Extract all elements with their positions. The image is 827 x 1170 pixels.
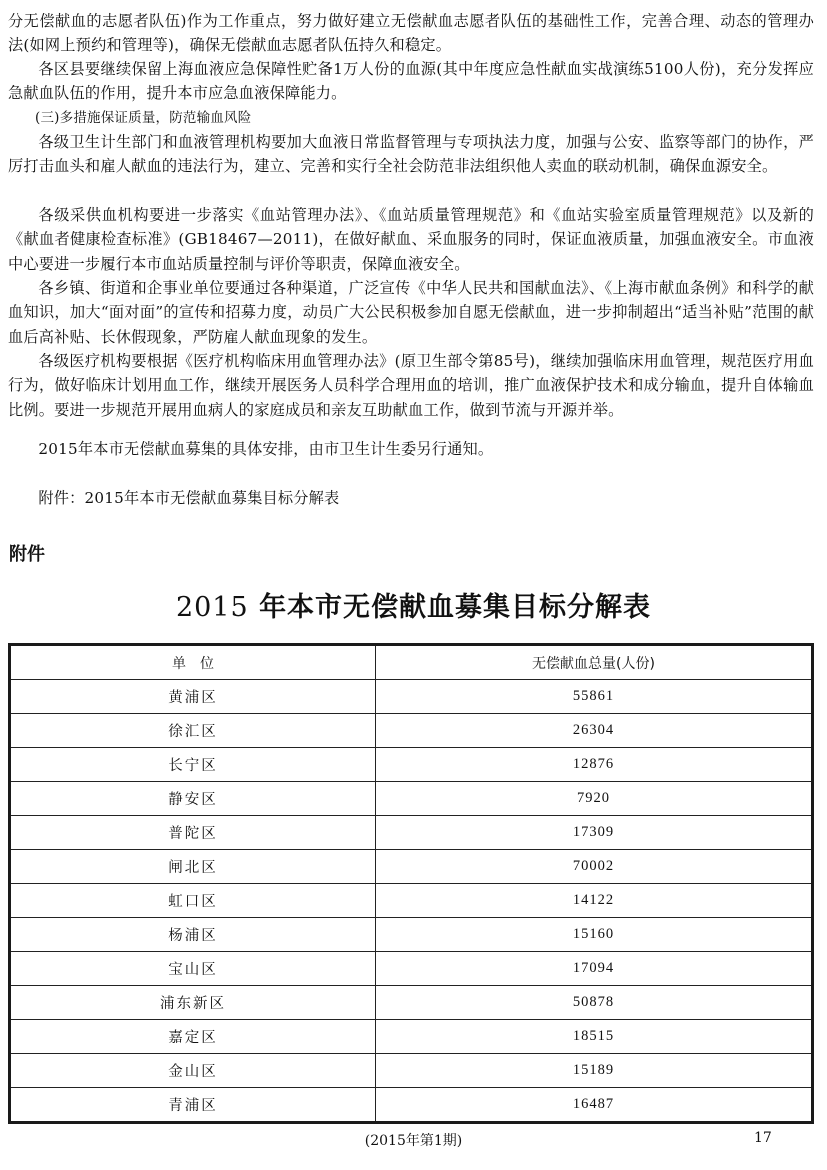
- cell-total: 17094: [376, 952, 813, 986]
- cell-total: 70002: [376, 850, 813, 884]
- table-title: [0, 585, 827, 624]
- cell-total: 55861: [376, 680, 813, 714]
- table-row: [10, 952, 813, 986]
- cell-unit: 青浦区: [10, 1088, 376, 1123]
- table-row: [10, 918, 813, 952]
- cell-unit: 宝山区: [10, 952, 376, 986]
- table-row: [10, 986, 813, 1020]
- cell-unit: 虹口区: [10, 884, 376, 918]
- table-title-year: 2015: [175, 592, 249, 623]
- table-row: [10, 1054, 813, 1088]
- cell-total: 16487: [376, 1088, 813, 1123]
- paragraph-emergency-reserve: 各区县要继续保留上海血液应急保障性贮备1万人份的血源(其中年度应急性献血实战演练5100人份)，充分发挥应急献血队伍的作用，提升本市应急血液保障能力。: [8, 60, 814, 103]
- quota-table: [8, 643, 814, 1124]
- table-row: [10, 748, 813, 782]
- table-title-text: 年本市无偿献血募集目标分解表: [259, 592, 652, 623]
- paragraph-volunteer-team: 分无偿献血的志愿者队伍)作为工作重点，努力做好建立无偿献血志愿者队伍的基础性工作，完善合理、动态的管理办法(如网上预约和管理等)，确保无偿献血志愿者队伍持久和稳定。: [8, 12, 814, 55]
- cell-unit: 闸北区: [10, 850, 376, 884]
- table-row: [10, 850, 813, 884]
- table-row: [10, 1088, 813, 1123]
- cell-unit: 嘉定区: [10, 1020, 376, 1054]
- table-row: [10, 680, 813, 714]
- table-row: [10, 1020, 813, 1054]
- cell-unit: 静安区: [10, 782, 376, 816]
- cell-unit: 普陀区: [10, 816, 376, 850]
- cell-unit: 杨浦区: [10, 918, 376, 952]
- issue-label: (2015年第1期): [364, 1133, 463, 1149]
- cell-total: 17309: [376, 816, 813, 850]
- cell-total: 12876: [376, 748, 813, 782]
- cell-total: 26304: [376, 714, 813, 748]
- paragraph-publicity: 各乡镇、街道和企事业单位要通过各种渠道，广泛宣传《中华人民共和国献血法》、《上海市献血条例》和科学的献血知识，加大“面对面”的宣传和招募力度，动员广大公民积极参加自愿无偿献血，进一步抑制超出“适当补贴”范围的献血后高补贴、长休假现象，严防雇人献血现象的发生。: [8, 279, 814, 346]
- paragraph-blood-stations: 各级采供血机构要进一步落实《血站管理办法》、《血站质量管理规范》和《血站实验室质量管理规范》以及新的《献血者健康检查标准》(GB18467—2011)，在做好献血、采血服务的同时，保证血液质量，加强血液安全。市血液中心要进一步履行本市血站质量控制与评价等职责，保障血液安全。: [8, 206, 814, 273]
- cell-unit: 长宁区: [10, 748, 376, 782]
- cell-unit: 浦东新区: [10, 986, 376, 1020]
- paragraph-medical-institutions: 各级医疗机构要根据《医疗机构临床用血管理办法》(原卫生部令第85号)，继续加强临床用血管理，规范医疗用血行为，做好临床计划用血工作，继续开展医务人员科学合理用血的培训，推广血液保护技术和成分输血，提升自体输血比例。要进一步规范开展用血病人的家庭成员和亲友互助献血工作，做到节流与开源并举。: [8, 352, 814, 419]
- paragraph-supervision: 各级卫生计生部门和血液管理机构要加大血液日常监督管理与专项执法力度，加强与公安、监察等部门的协作，严厉打击血头和雇人献血的违法行为，建立、完善和实行全社会防范非法组织他人卖血的联动机制，确保血源安全。: [8, 133, 814, 176]
- page-number: 17: [754, 1130, 772, 1146]
- table-row: [10, 714, 813, 748]
- table-row: [10, 816, 813, 850]
- table-row: [10, 782, 813, 816]
- section-heading-quality: (三)多措施保证质量，防范输血风险: [35, 110, 252, 126]
- cell-total: 50878: [376, 986, 813, 1020]
- cell-unit: 金山区: [10, 1054, 376, 1088]
- table-row: [10, 884, 813, 918]
- header-unit: 单 位: [10, 645, 376, 680]
- cell-total: 18515: [376, 1020, 813, 1054]
- table-header-row: [10, 645, 813, 680]
- cell-total: 14122: [376, 884, 813, 918]
- cell-unit: 徐汇区: [10, 714, 376, 748]
- cell-total: 15160: [376, 918, 813, 952]
- cell-total: 7920: [376, 782, 813, 816]
- header-total: 无偿献血总量(人份): [376, 645, 813, 680]
- cell-total: 15189: [376, 1054, 813, 1088]
- attachment-reference: 附件：2015年本市无偿献血募集目标分解表: [38, 489, 340, 507]
- paragraph-arrangement-notice: 2015年本市无偿献血募集的具体安排，由市卫生计生委另行通知。: [38, 440, 494, 458]
- cell-unit: 黄浦区: [10, 680, 376, 714]
- attachment-heading: 附件: [9, 544, 45, 565]
